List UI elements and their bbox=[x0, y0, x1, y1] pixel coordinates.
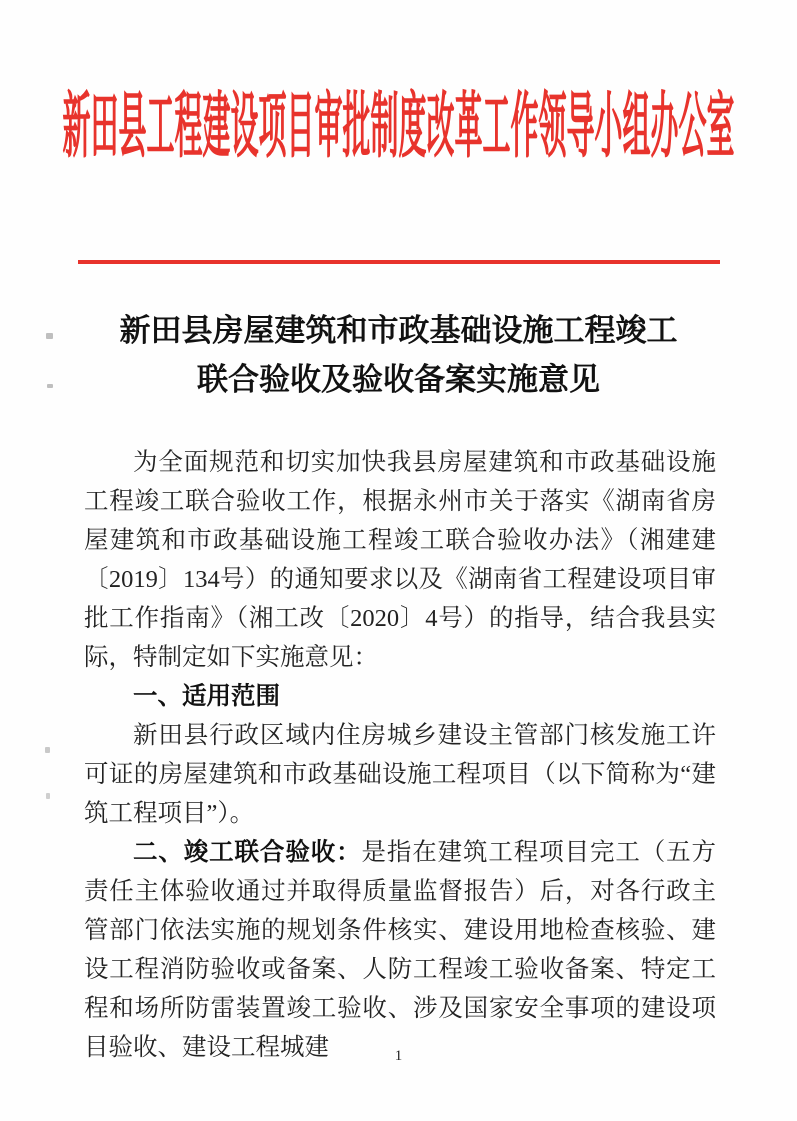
section-heading-1-text: 一、适用范围 bbox=[133, 683, 280, 710]
scan-speck bbox=[47, 384, 53, 388]
page-number: 1 bbox=[394, 1048, 403, 1064]
document-body bbox=[84, 443, 716, 1067]
paragraph-scope bbox=[84, 716, 716, 833]
document-title-line-1: 新田县房屋建筑和市政基础设施工程竣工 bbox=[119, 313, 678, 348]
scan-speck bbox=[46, 793, 50, 799]
scan-speck bbox=[45, 747, 50, 753]
paragraph-scope-text: 新田县行政区域内住房城乡建设主管部门核发施工许可证的房屋建筑和市政基础设施工程项目（以下简称为“建筑工程项目”）。 bbox=[84, 722, 716, 827]
paragraph-intro bbox=[84, 443, 716, 677]
scan-speck bbox=[46, 333, 53, 339]
section-heading-1 bbox=[84, 677, 716, 716]
paragraph-joint-acceptance bbox=[84, 833, 716, 1067]
paragraph-intro-text: 为全面规范和切实加快我县房屋建筑和市政基础设施工程竣工联合验收工作，根据永州市关于落实《湖南省房屋建筑和市政基础设施工程竣工联合验收办法》（湘建建〔2019〕134号）的通知要求以及《湖南省工程建设项目审批工作指南》（湘工改〔2020〕4号）的指导，结合我县实际，特制定如下实施意见： bbox=[84, 449, 716, 671]
letterhead-title: 新田县工程建设项目审批制度改革工作领导小组办公室 bbox=[62, 89, 735, 169]
document-title bbox=[0, 306, 797, 404]
paragraph-joint-acceptance-text: 是指在建筑工程项目完工（五方责任主体验收通过并取得质量监督报告）后，对各行政主管部门依法实施的规划条件核实、建设用地检查核验、建设工程消防验收或备案、人防工程竣工验收备案、特定工程和场所防雷装置竣工验收、涉及国家安全事项的建设项目验收、建设工程城建 bbox=[84, 839, 717, 1061]
section-heading-2-text: 二、竣工联合验收： bbox=[133, 839, 362, 866]
document-title-line-2: 联合验收及验收备案实施意见 bbox=[197, 362, 600, 397]
red-separator-line bbox=[78, 260, 720, 264]
